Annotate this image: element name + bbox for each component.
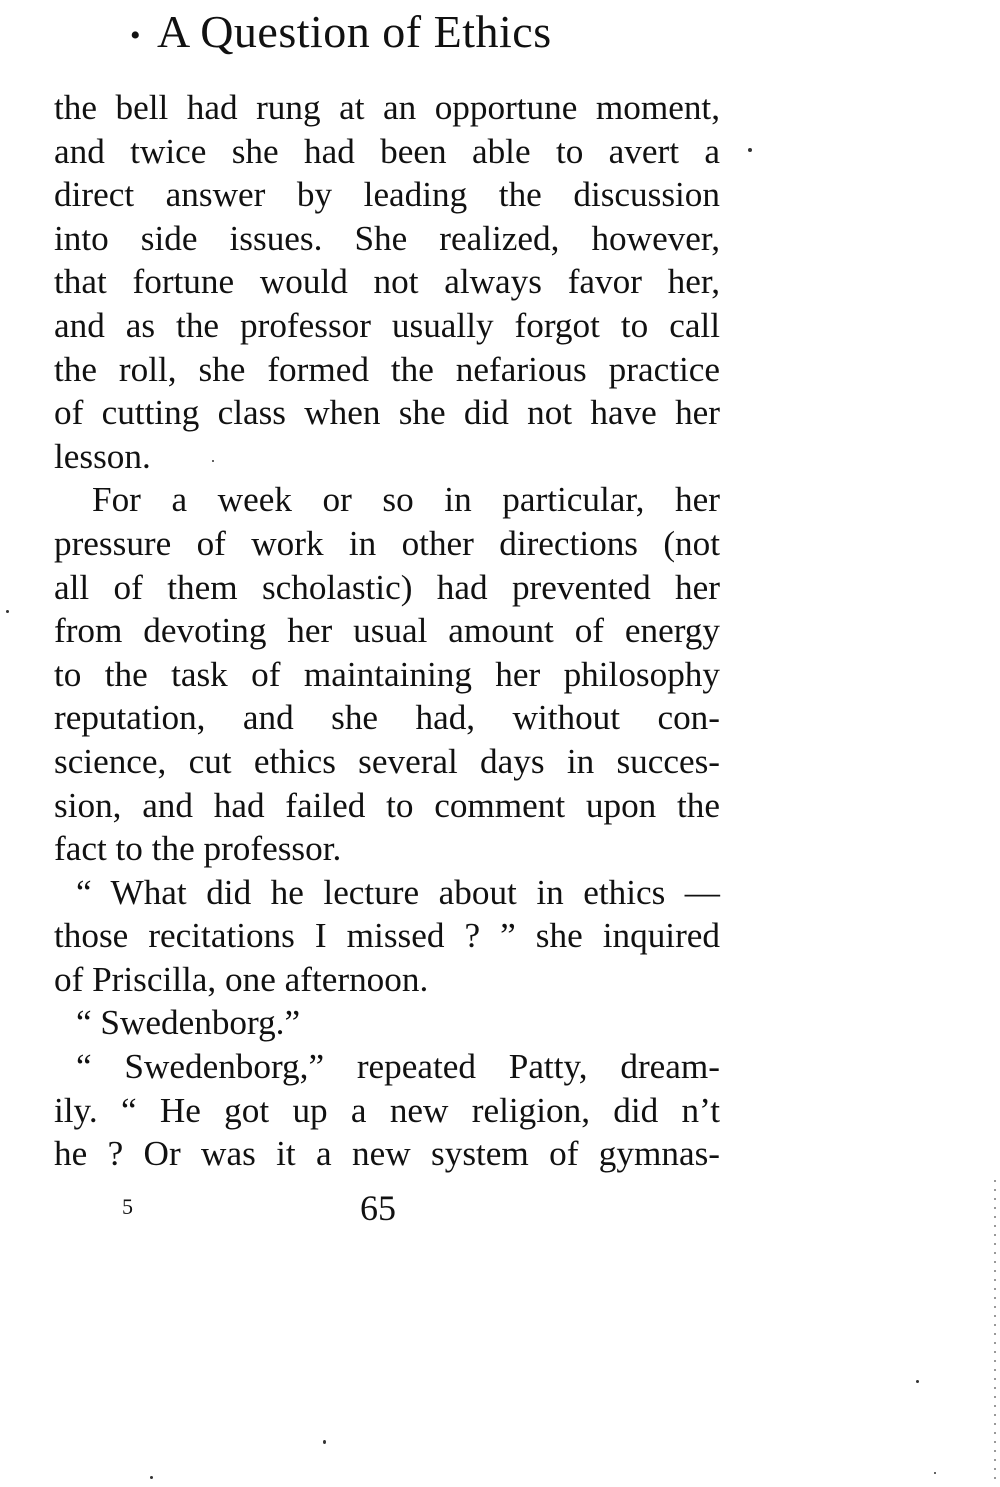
body-text [54, 86, 720, 1176]
text-line: and as the professor usually forgot to call [54, 305, 720, 345]
text-line: all of them scholastic) had prevented her [54, 567, 720, 607]
text-line: fact to the professor. [54, 829, 342, 869]
text-line: from devoting her usual amount of energy [54, 611, 720, 651]
text-line: “ Swedenborg,” repeated Patty, dream- [76, 1047, 720, 1087]
scan-speck [916, 1380, 919, 1383]
text-line: science, cut ethics several days in succes- [54, 741, 720, 781]
page-footer [0, 1186, 1000, 1236]
text-line: the roll, she formed the nefarious practice [54, 349, 720, 389]
text-line: pressure of work in other directions (not [54, 523, 720, 563]
text-line: of Priscilla, one afternoon. [54, 959, 429, 999]
scan-speck [748, 148, 752, 152]
text-line: ily. “ He got up a new religion, did n’t [54, 1090, 720, 1130]
running-head [130, 4, 730, 64]
scan-speck [6, 610, 9, 613]
text-line: of cutting class when she did not have her [54, 393, 720, 433]
scan-speck [150, 1476, 153, 1479]
text-line: that fortune would not always favor her, [54, 262, 720, 302]
bullet-mark: • [130, 19, 142, 53]
text-line: For a week or so in particular, her [92, 480, 720, 520]
scan-edge-dots [994, 1180, 996, 1480]
text-line: into side issues. She realized, however, [54, 218, 720, 258]
text-line: the bell had rung at an opportune moment, [54, 88, 720, 127]
text-line: reputation, and she had, without con- [54, 698, 720, 738]
page-number: 65 [360, 1188, 396, 1228]
text-line: “ What did he lecture about in ethics — [76, 872, 720, 912]
text-line: those recitations I missed ? ” she inquired [54, 916, 720, 956]
scan-speck [934, 1472, 936, 1474]
signature-mark: 5 [122, 1194, 133, 1219]
text-line: “ Swedenborg.” [76, 1003, 301, 1043]
text-line: sion, and had failed to comment upon the [54, 785, 720, 825]
text-line: and twice she had been able to avert a [54, 131, 720, 171]
text-line: direct answer by leading the discussion [54, 175, 720, 215]
scan-speck [212, 460, 214, 462]
scan-speck [323, 1440, 326, 1444]
text-line: to the task of maintaining her philosophy [54, 654, 720, 694]
text-line: he ? Or was it a new system of gymnas- [54, 1134, 720, 1174]
running-head-title: A Question of Ethics [157, 6, 552, 57]
text-line: lesson. [54, 436, 151, 476]
